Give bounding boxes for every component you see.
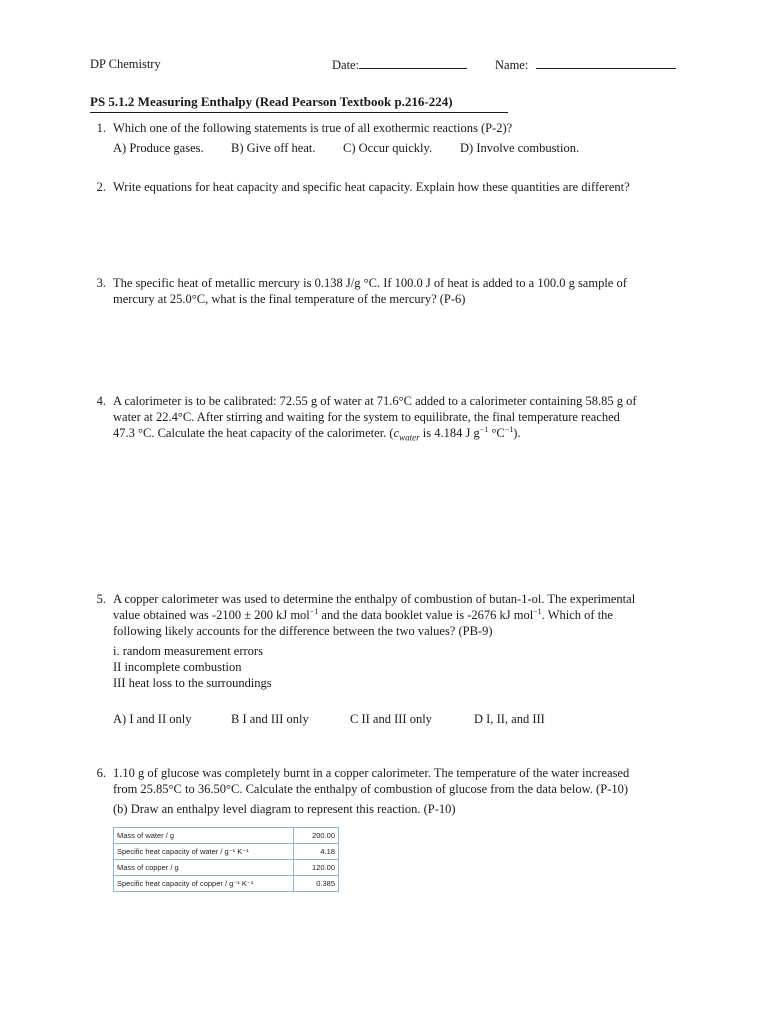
name-field[interactable]: [495, 57, 676, 72]
data-table: [113, 827, 339, 892]
table-cell-value: 120.00: [294, 860, 339, 876]
table-row: [114, 844, 339, 860]
q5-item-2: II incomplete combustion: [113, 660, 242, 674]
name-blank[interactable]: [536, 57, 676, 69]
q1-number: 1.: [96, 121, 106, 135]
table-cell-value: 0.385: [294, 876, 339, 892]
table-cell-label: Specific heat capacity of water / g⁻¹ K⁻¹: [114, 844, 294, 860]
page-title: PS 5.1.2 Measuring Enthalpy (Read Pearson Textbook p.216-224): [90, 94, 453, 109]
q5-option-a: A) I and II only: [113, 712, 192, 726]
q5-text-line2: value obtained was -2100 ± 200 kJ mol$^{-1}$ and the data booklet value is -2676 kJ mol$^{-1}$. Which of the: [113, 606, 613, 622]
q6-text-line3: (b) Draw an enthalpy level diagram to represent this reaction. (P-10): [113, 802, 456, 816]
q4-text-line3: 47.3 °C. Calculate the heat capacity of the calorimeter. ($c_{water}$ is 4.184 J $g^{-1}$ $^\circ C^{-1}$).: [113, 424, 521, 443]
name-label: Name:: [495, 58, 529, 72]
table-cell-value: 4.18: [294, 844, 339, 860]
table-row: [114, 876, 339, 892]
q4-text-line1: A calorimeter is to be calibrated: 72.55 g of water at 71.6°C added to a calorimeter containing 58.85 g of: [113, 394, 637, 408]
table-cell-label: Mass of water / g: [114, 828, 294, 844]
q5-option-c: C II and III only: [350, 712, 432, 726]
q4-number: 4.: [96, 394, 106, 408]
table-cell-label: Mass of copper / g: [114, 860, 294, 876]
table-cell-label: Specific heat capacity of copper / g⁻¹ K⁻¹: [114, 876, 294, 892]
q6-text-line1: 1.10 g of glucose was completely burnt in a copper calorimeter. The temperature of the water increased: [113, 766, 630, 780]
q5-option-d: D I, II, and III: [474, 712, 545, 726]
q5-item-3: III heat loss to the surroundings: [113, 676, 272, 690]
q3-text-line2: mercury at 25.0°C, what is the final temperature of the mercury? (P-6): [113, 292, 466, 306]
q3-text-line1: The specific heat of metallic mercury is 0.138 J/g °C. If 100.0 J of heat is added to a 100.0 g sample of: [113, 276, 627, 290]
q2-number: 2.: [96, 180, 106, 194]
q5-item-1: i. random measurement errors: [113, 644, 263, 658]
date-field[interactable]: [332, 57, 467, 72]
q3-number: 3.: [96, 276, 106, 290]
table-cell-value: 200.00: [294, 828, 339, 844]
q6-number: 6.: [96, 766, 106, 780]
q2-text: Write equations for heat capacity and specific heat capacity. Explain how these quantities are different?: [113, 180, 630, 194]
q5-number: 5.: [96, 592, 106, 606]
q1-option-d: D) Involve combustion.: [460, 141, 580, 155]
table-row: [114, 828, 339, 844]
q4-text-line2: water at 22.4°C. After stirring and waiting for the system to equilibrate, the final temperature reached: [113, 410, 620, 424]
q5-text-line1: A copper calorimeter was used to determine the enthalpy of combustion of butan-1-ol. The experimental: [113, 592, 636, 606]
date-blank[interactable]: [359, 57, 467, 69]
q1-option-b: B) Give off heat.: [231, 141, 316, 155]
date-label: Date:: [332, 58, 360, 72]
title-underline: [90, 112, 508, 113]
q6-text-line2: from 25.85°C to 36.50°C. Calculate the enthalpy of combustion of glucose from the data below. (P-10): [113, 782, 628, 796]
q1-option-c: C) Occur quickly.: [343, 141, 433, 155]
q5-option-b: B I and III only: [231, 712, 309, 726]
q1-text: Which one of the following statements is true of all exothermic reactions (P-2)?: [113, 121, 513, 135]
q5-text-line3: following likely accounts for the difference between the two values? (PB-9): [113, 624, 493, 638]
q1-option-a: A) Produce gases.: [113, 141, 204, 155]
table-row: [114, 860, 339, 876]
course-name: DP Chemistry: [90, 57, 161, 71]
